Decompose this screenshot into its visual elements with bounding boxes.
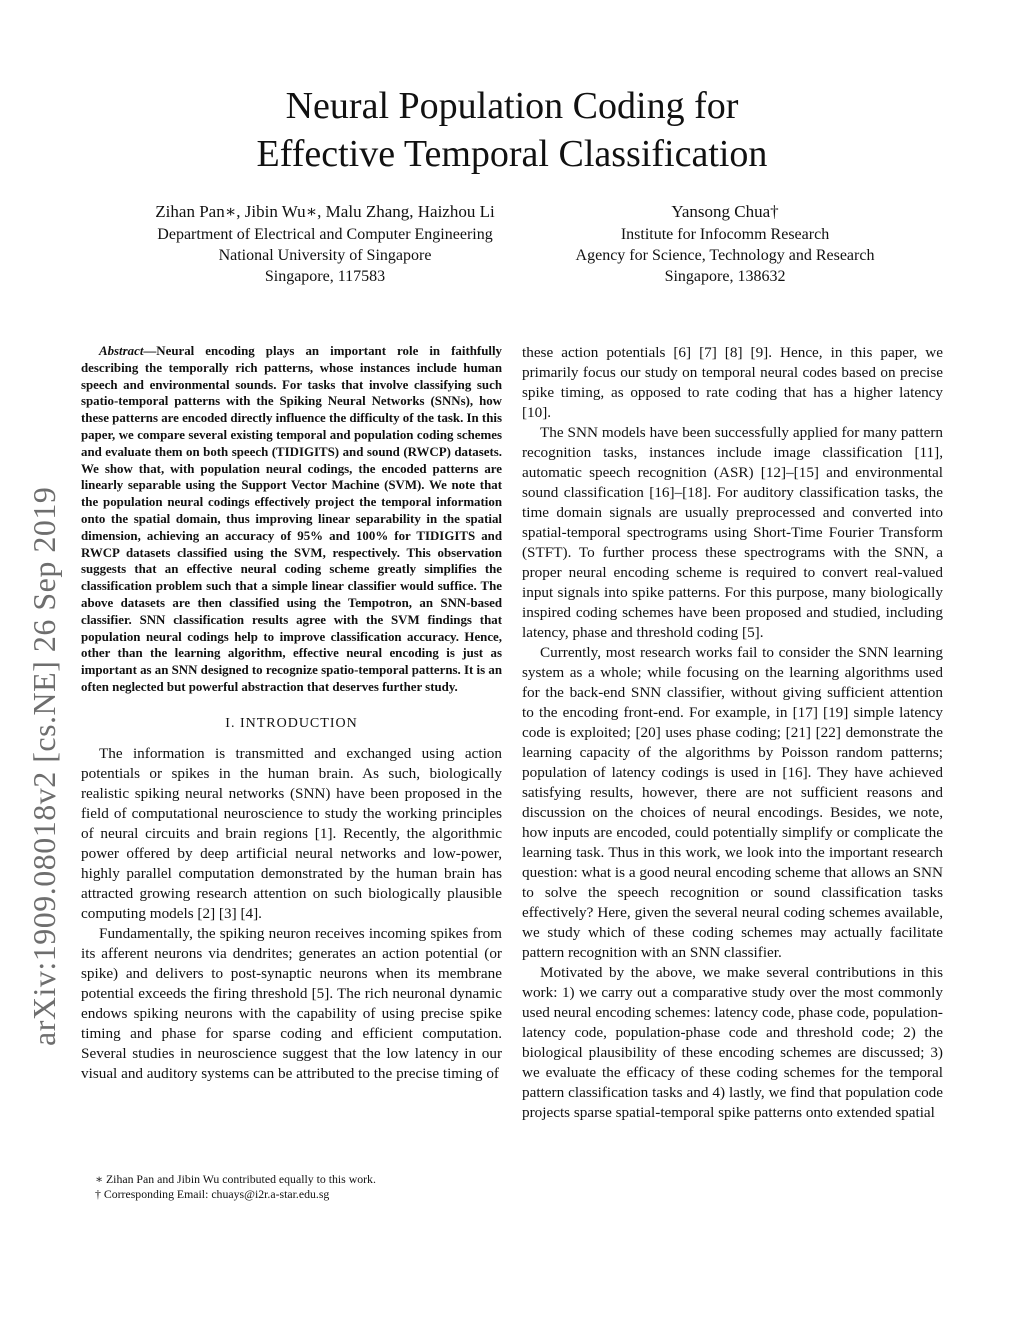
intro-paragraph-2: Fundamentally, the spiking neuron receives incoming spikes from its afferent neurons via dendrites; generates an action potential (or spike) and delivers to post-synaptic neurons when its membrane potential exceeds the firing threshold [5]. The rich neuronal dynamic endows spiking neurons with the capability of using precise spike timing and phase for sparse coding and efficient computation. Several studies in neuroscience suggest that the low latency in our visual and auditory systems can be attributed to the precise timing of — [81, 924, 502, 1082]
author-block-left — [120, 200, 530, 287]
intro-paragraph-3: these action potentials [6] [7] [8] [9]. Hence, in this paper, we primarily focus our study on temporal neural codes based on precise spike timing, as opposed to rate coding that has a higher latency [10]. — [522, 344, 943, 421]
author-names-left: Zihan Pan∗, Jibin Wu∗, Malu Zhang, Haizhou Li — [155, 202, 495, 221]
affiliation-city-left: Singapore, 117583 — [264, 268, 386, 285]
title-line-1: Neural Population Coding for — [285, 85, 739, 127]
abstract-lead: Abstract — [99, 344, 144, 358]
affiliation-institute: Institute for Infocomm Research — [620, 226, 830, 243]
affiliation-university: National University of Singapore — [218, 247, 432, 264]
footnotes — [81, 1172, 502, 1202]
affiliation-dept: Department of Electrical and Computer Engineering — [157, 226, 493, 243]
author-block-right — [560, 200, 890, 287]
abstract — [81, 343, 502, 696]
affiliation-agency: Agency for Science, Technology and Research — [575, 247, 875, 264]
affiliation-city-right: Singapore, 138632 — [664, 268, 786, 285]
intro-paragraph-1: The information is transmitted and exchanged using action potentials or spikes in the human brain. As such, biologically realistic spiking neural networks (SNN) have been proposed in the field of computational neuroscience to study the working principles of neural circuits and brain regions [1]. Recently, the algorithmic power offered by deep artificial neural networks and low-power, highly parallel computation demonstrated by the human brain has attracted growing research attention on such biologically plausible computing models [2] [3] [4]. — [81, 744, 502, 922]
arxiv-identifier[interactable]: arXiv:1909.08018v2 [cs.NE] 26 Sep 2019 — [26, 486, 62, 1046]
author-names-right: Yansong Chua† — [671, 202, 779, 221]
intro-paragraph-6: Motivated by the above, we make several contributions in this work: 1) we carry out a comparative study over the most commonly used neural encoding schemes: latency code, phase code, population-latency code, population-phase code and threshold code; 2) the biological plausibility of these encoding schemes are discussed; 3) we evaluate the efficacy of these coding schemes for the temporal pattern classification tasks and 4) lastly, we find that population code projects sparse spatial-temporal spike patterns onto extended spatial — [522, 964, 943, 1121]
intro-paragraph-4: The SNN models have been successfully applied for many pattern recognition tasks, instances include image classification [11], automatic speech recognition (ASR) [12]–[15] and environmental sound classification [16]–[18]. For auditory classification tasks, the time domain signals are usually preprocessed and converted into spatial-temporal spectrograms using Short-Time Fourier Transform (STFT). To further process these spectrograms with the SNN, a proper neural encoding scheme is required to convert real-valued input signals into spike patterns. For this purpose, many biologically inspired coding schemes have been proposed and studied, including latency, phase and threshold coding [5]. — [522, 424, 943, 641]
abstract-body: —Neural encoding plays an important role in faithfully describing the temporally rich patterns, whose instances include human speech and environmental sounds. For tasks that involve classifying such spatio-temporal patterns with the Spiking Neural Networks (SNNs), how these patterns are encoded directly influence the difficulty of the task. In this paper, we compare several existing temporal and population coding schemes and evaluate them on both speech (TIDIGITS) and sound (RWCP) datasets. We show that, with population neural codings, the encoded patterns are linearly separable using the Support Vector Machine (SVM). We note that the population neural codings effectively project the temporal information onto the spatial domain, thus improving linear separability in the spatial dimension, achieving an accuracy of 95% and 100% for TIDIGITS and RWCP datasets classified using the SVM, respectively. This observation suggests that an effective neural coding scheme greatly simplifies the classification problem such that a simple linear classifier would suffice. The above datasets are then classified using the Tempotron, an SNN-based classifier. SNN classification results agree with the SVM findings that population neural codings help to improve classification accuracy. Hence, other than the learning algorithm, effective neural encoding is just as important as an SNN designed to recognize spatio-temporal patterns. It is an often neglected but powerful abstraction that deserves further study. — [81, 344, 502, 694]
footnote-equal-contribution: ∗ Zihan Pan and Jibin Wu contributed equally to this work. — [95, 1172, 376, 1186]
title-line-2: Effective Temporal Classification — [256, 133, 768, 175]
intro-paragraph-5: Currently, most research works fail to consider the SNN learning system as a whole; while focusing on the learning algorithms used for the back-end SNN classifier, without giving sufficient attention to the encoding front-end. For example, in [17] [19] simple latency code is exploited; [20] uses phase coding; [21] [22] demonstrate the learning capacity of the algorithms by Poisson random patterns; population of latency codings is used in [16]. They have achieved satisfying results, however, there are not sufficient reasons and discussion on the choices of neural encodings. Besides, we note, how inputs are encoded, could potentially simplify or complicate the learning task. Thus in this work, we look into the important research question: what is a good neural encoding scheme that allows an SNN to solve the speech recognition or sound classification tasks effectively? Here, given the several neural coding schemes available, we study which of these coding schemes may actually facilitate pattern recognition with an SNN classifier. — [522, 644, 943, 961]
footnote-corresponding-email: † Corresponding Email: chuays@i2r.a-star.edu.sg — [95, 1187, 330, 1201]
right-column — [522, 343, 943, 1123]
paper-title — [0, 82, 1024, 178]
section-heading-introduction: I. INTRODUCTION — [225, 715, 358, 731]
left-column — [81, 343, 502, 1084]
